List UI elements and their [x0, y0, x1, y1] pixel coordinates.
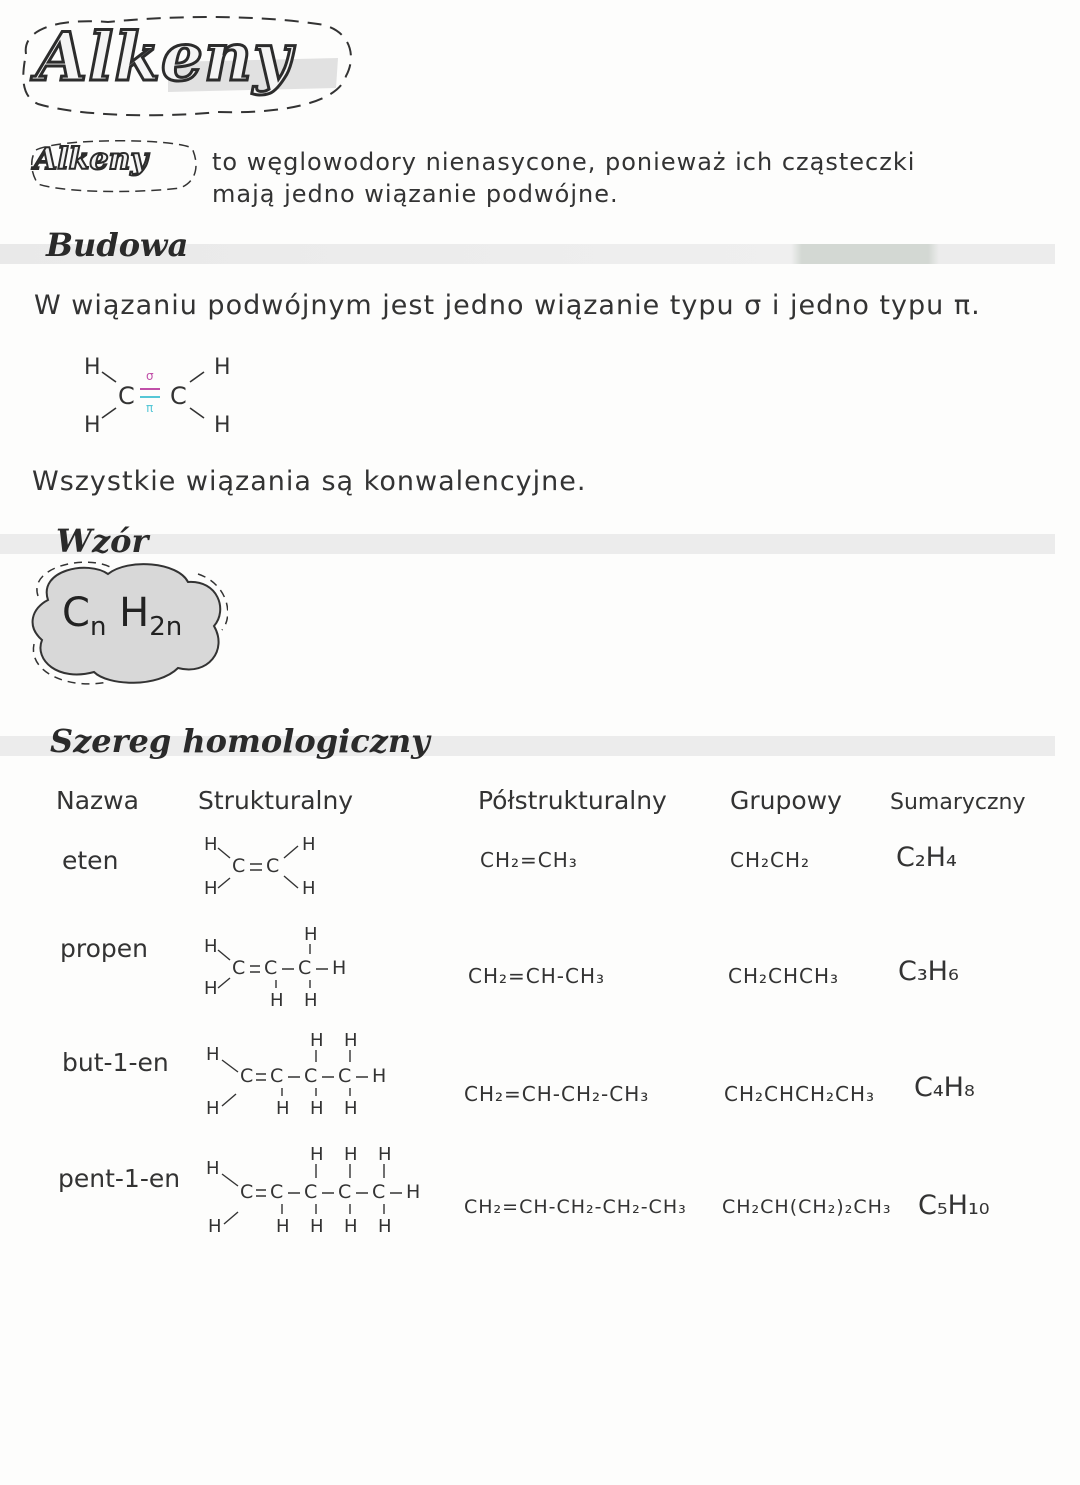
atom-h: H — [214, 413, 231, 438]
group-pent-1-en: CH₂CH(CH₂)₂CH₃ — [722, 1196, 892, 1218]
section-heading-budowa: Budowa — [46, 226, 189, 264]
semi-eten: CH₂=CH₃ — [480, 848, 578, 872]
atom-h: H — [84, 413, 101, 438]
structural-but-1-en — [204, 1026, 414, 1118]
atom-h: H — [204, 978, 218, 999]
atom-c: C — [232, 957, 246, 979]
atom-h: H — [204, 878, 218, 899]
atom-h: H — [302, 878, 316, 899]
atom-h: H — [304, 924, 318, 945]
atom-c: C — [338, 1065, 352, 1087]
atom-h: H — [344, 1030, 358, 1051]
structural-propen — [200, 918, 370, 1010]
column-header-structural: Strukturalny — [198, 786, 354, 815]
atom-h: H — [302, 834, 316, 855]
semi-but-1-en: CH₂=CH-CH₂-CH₃ — [464, 1082, 650, 1106]
page-title: Alkeny — [36, 18, 293, 96]
atom-c: C — [270, 1065, 284, 1087]
atom-h: H — [276, 1216, 290, 1236]
general-formula — [62, 590, 182, 642]
covalent-note: Wszystkie wiązania są konwalencyjne. — [32, 466, 587, 497]
pi-label: π — [146, 401, 154, 415]
sum-pent-1-en: C₅H₁₀ — [918, 1190, 990, 1221]
atom-h: H — [344, 1098, 358, 1118]
atom-h: H — [204, 834, 218, 855]
atom-h: H — [378, 1216, 392, 1236]
ethene-bond-diagram — [76, 348, 246, 440]
atom-c: C — [270, 1181, 284, 1203]
group-but-1-en: CH₂CHCH₂CH₃ — [724, 1082, 876, 1106]
sigma-label: σ — [146, 369, 154, 383]
atom-h: H — [344, 1216, 358, 1236]
column-header-name: Nazwa — [56, 786, 139, 815]
atom-h: H — [344, 1144, 358, 1165]
atom-h: H — [206, 1098, 220, 1118]
atom-c: C — [170, 382, 187, 410]
row-name-eten: eten — [62, 846, 119, 875]
atom-h: H — [406, 1181, 421, 1203]
semi-pent-1-en: CH₂=CH-CH₂-CH₂-CH₃ — [464, 1196, 687, 1218]
sum-but-1-en: C₄H₈ — [914, 1072, 975, 1103]
formula-h: H — [119, 590, 150, 636]
sum-propen: C₃H₆ — [898, 956, 959, 987]
structural-pent-1-en — [204, 1140, 454, 1236]
atom-h: H — [372, 1065, 387, 1087]
atom-h: H — [204, 936, 218, 957]
atom-c: C — [264, 957, 278, 979]
atom-h: H — [332, 957, 347, 979]
semi-propen: CH₂=CH-CH₃ — [468, 964, 606, 988]
atom-h: H — [310, 1144, 324, 1165]
section-band-wzor — [0, 534, 1055, 554]
atom-h: H — [378, 1144, 392, 1165]
structural-eten — [200, 830, 330, 900]
atom-c: C — [298, 957, 312, 979]
formula-n: n — [89, 612, 107, 642]
atom-h: H — [84, 355, 101, 380]
section-heading-wzor: Wzór — [56, 522, 149, 560]
definition-line-1: to węglowodory nienasycone, ponieważ ich cząsteczki — [212, 148, 916, 176]
group-eten: CH₂CH₂ — [730, 848, 811, 872]
atom-h: H — [304, 990, 318, 1010]
definition-term: Alkeny — [34, 142, 148, 177]
atom-c: C — [232, 855, 246, 877]
group-propen: CH₂CHCH₃ — [728, 964, 840, 988]
atom-c: C — [338, 1181, 352, 1203]
definition-text — [212, 146, 915, 210]
atom-h: H — [208, 1216, 222, 1236]
column-header-semistructural: Półstrukturalny — [478, 786, 667, 815]
atom-c: C — [240, 1181, 254, 1203]
atom-c: C — [304, 1181, 318, 1203]
bond-description: W wiązaniu podwójnym jest jedno wiązanie typu σ i jedno typu π. — [34, 290, 981, 321]
atom-c: C — [304, 1065, 318, 1087]
atom-h: H — [310, 1216, 324, 1236]
atom-c: C — [240, 1065, 254, 1087]
row-name-propen: propen — [60, 934, 148, 963]
row-name-but-1-en: but-1-en — [62, 1048, 169, 1077]
atom-c: C — [266, 855, 280, 877]
sum-eten: C₂H₄ — [896, 842, 957, 873]
formula-c: C — [62, 590, 90, 636]
atom-h: H — [276, 1098, 290, 1118]
atom-h: H — [310, 1098, 324, 1118]
column-header-group: Grupowy — [730, 786, 842, 815]
atom-h: H — [206, 1158, 220, 1179]
atom-h: H — [310, 1030, 324, 1051]
atom-c: C — [118, 382, 135, 410]
atom-c: C — [372, 1181, 386, 1203]
column-header-sum: Sumaryczny — [890, 790, 1026, 815]
atom-h: H — [214, 355, 231, 380]
atom-h: H — [206, 1044, 220, 1065]
atom-h: H — [270, 990, 284, 1010]
definition-line-2: mają jedno wiązanie podwójne. — [212, 180, 619, 208]
formula-2n: 2n — [149, 612, 183, 642]
row-name-pent-1-en: pent-1-en — [58, 1164, 181, 1193]
section-heading-szereg: Szereg homologiczny — [50, 722, 430, 760]
